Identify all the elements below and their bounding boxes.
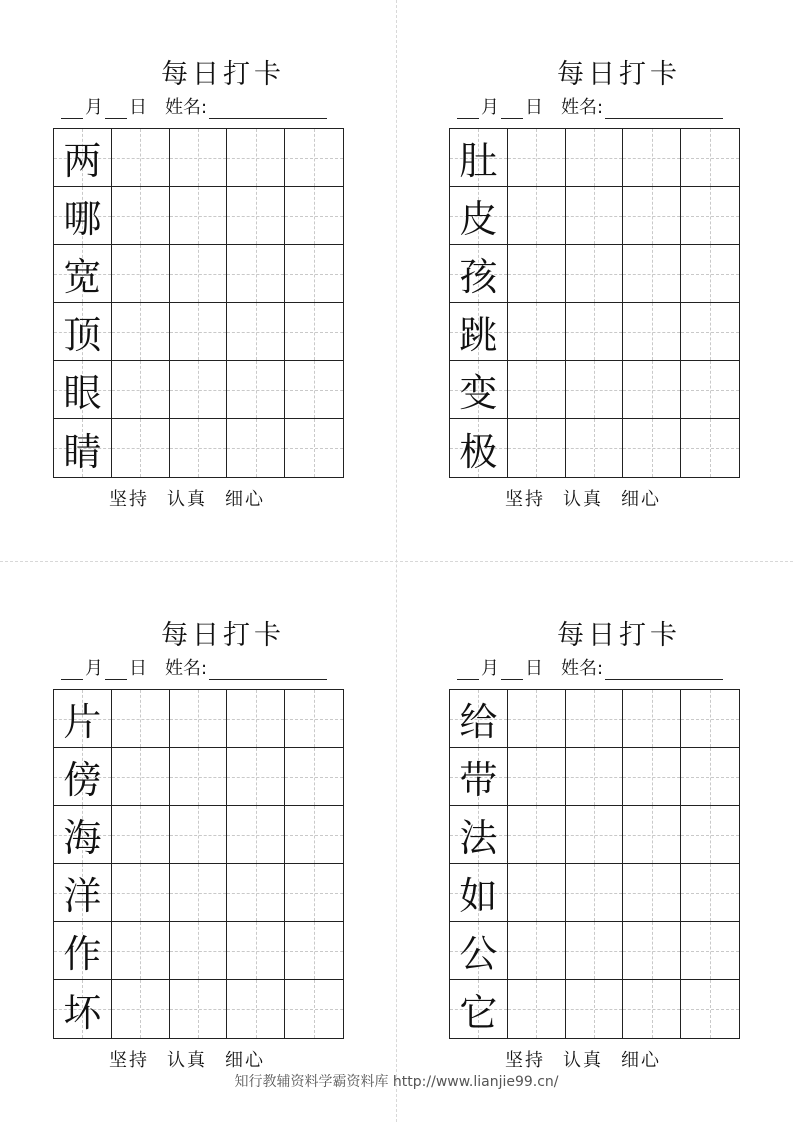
practice-cell[interactable]: [508, 806, 566, 864]
model-character: 海: [63, 816, 102, 860]
practice-cell[interactable]: [681, 864, 739, 922]
practice-cell[interactable]: [508, 748, 566, 806]
practice-cell[interactable]: [508, 980, 566, 1038]
model-character: 肚: [459, 139, 498, 183]
practice-cell[interactable]: [681, 303, 739, 361]
model-character-cell: [450, 419, 508, 477]
model-character: 变: [459, 371, 498, 415]
practice-cell[interactable]: [623, 303, 681, 361]
model-character-cell: [450, 980, 508, 1038]
model-character: 跳: [459, 313, 498, 357]
date-name-line: [457, 656, 749, 680]
practice-cell[interactable]: [285, 922, 343, 980]
practice-cell[interactable]: [170, 245, 228, 303]
day-label: 日: [525, 658, 543, 679]
name-label: 姓名:: [561, 97, 604, 118]
name-blank[interactable]: [209, 100, 327, 119]
practice-cell[interactable]: [112, 361, 170, 419]
practice-cell[interactable]: [170, 187, 228, 245]
practice-cell[interactable]: [170, 361, 228, 419]
practice-cell[interactable]: [112, 864, 170, 922]
motto-word: 坚持: [109, 489, 149, 510]
motto-line: [109, 1046, 265, 1072]
practice-cell[interactable]: [623, 245, 681, 303]
practice-cell[interactable]: [566, 980, 624, 1038]
month-label: 月: [481, 658, 499, 679]
practice-cell[interactable]: [566, 245, 624, 303]
date-name-line: [61, 95, 353, 119]
motto-word: 细心: [225, 489, 265, 510]
practice-cell[interactable]: [623, 980, 681, 1038]
model-character-cell: [54, 806, 112, 864]
practice-cell[interactable]: [170, 864, 228, 922]
practice-cell[interactable]: [285, 245, 343, 303]
month-blank[interactable]: [457, 661, 479, 680]
practice-cell[interactable]: [285, 748, 343, 806]
month-blank[interactable]: [457, 100, 479, 119]
motto-word: 细心: [621, 489, 661, 510]
practice-cell[interactable]: [112, 690, 170, 748]
model-character-cell: [54, 748, 112, 806]
practice-cell[interactable]: [227, 806, 285, 864]
practice-cell[interactable]: [681, 187, 739, 245]
model-character-cell: [450, 129, 508, 187]
model-character-cell: [54, 187, 112, 245]
practice-cell[interactable]: [227, 187, 285, 245]
month-label: 月: [481, 97, 499, 118]
model-character: 公: [459, 932, 498, 976]
practice-cell[interactable]: [623, 806, 681, 864]
motto-word: 认真: [167, 1050, 207, 1071]
month-blank[interactable]: [61, 661, 83, 680]
motto-word: 细心: [621, 1050, 661, 1071]
practice-cell[interactable]: [170, 419, 228, 477]
motto-word: 认真: [167, 489, 207, 510]
model-character-cell: [54, 419, 112, 477]
writing-grid: [449, 689, 740, 1039]
practice-cell[interactable]: [623, 419, 681, 477]
model-character: 孩: [459, 255, 498, 299]
practice-cell[interactable]: [285, 361, 343, 419]
practice-cell[interactable]: [508, 419, 566, 477]
practice-cell[interactable]: [285, 187, 343, 245]
writing-grid: [53, 689, 344, 1039]
model-character-cell: [54, 864, 112, 922]
name-blank[interactable]: [605, 661, 723, 680]
practice-cell[interactable]: [623, 922, 681, 980]
practice-cell[interactable]: [681, 245, 739, 303]
practice-cell[interactable]: [112, 806, 170, 864]
day-blank[interactable]: [105, 100, 127, 119]
practice-cell[interactable]: [681, 748, 739, 806]
practice-cell[interactable]: [566, 806, 624, 864]
model-character-cell: [54, 922, 112, 980]
practice-cell[interactable]: [681, 129, 739, 187]
motto-word: 认真: [563, 1050, 603, 1071]
model-character-cell: [450, 303, 508, 361]
model-character-cell: [450, 361, 508, 419]
practice-cell[interactable]: [112, 922, 170, 980]
practice-cell[interactable]: [681, 361, 739, 419]
practice-cell[interactable]: [227, 419, 285, 477]
model-character: 片: [63, 700, 102, 744]
practice-cell[interactable]: [227, 129, 285, 187]
practice-cell[interactable]: [170, 303, 228, 361]
practice-cell[interactable]: [285, 419, 343, 477]
day-blank[interactable]: [501, 661, 523, 680]
model-character: 极: [459, 429, 498, 474]
practice-cell[interactable]: [623, 864, 681, 922]
month-label: 月: [85, 97, 103, 118]
model-character: 如: [459, 874, 498, 918]
model-character-cell: [450, 187, 508, 245]
practice-cell[interactable]: [566, 690, 624, 748]
model-character-cell: [450, 245, 508, 303]
practice-cell[interactable]: [508, 303, 566, 361]
card-title: 每日打卡: [557, 59, 681, 90]
model-character-cell: [450, 690, 508, 748]
practice-cell[interactable]: [566, 187, 624, 245]
practice-cell[interactable]: [566, 922, 624, 980]
name-blank[interactable]: [209, 661, 327, 680]
practice-cell[interactable]: [170, 748, 228, 806]
practice-card-1: [53, 0, 393, 510]
motto-word: 细心: [225, 1050, 265, 1071]
card-title: 每日打卡: [557, 620, 681, 651]
name-label: 姓名:: [165, 658, 208, 679]
model-character: 洋: [63, 874, 102, 918]
model-character-cell: [54, 690, 112, 748]
practice-cell[interactable]: [170, 806, 228, 864]
practice-cell[interactable]: [112, 748, 170, 806]
model-character: 顶: [63, 313, 102, 357]
model-character-cell: [54, 245, 112, 303]
practice-cell[interactable]: [566, 303, 624, 361]
model-character: 皮: [459, 197, 498, 241]
practice-cell[interactable]: [227, 864, 285, 922]
practice-cell[interactable]: [170, 690, 228, 748]
model-character: 坏: [63, 990, 102, 1035]
month-label: 月: [85, 658, 103, 679]
practice-cell[interactable]: [112, 187, 170, 245]
day-blank[interactable]: [105, 661, 127, 680]
model-character-cell: [54, 129, 112, 187]
practice-cell[interactable]: [623, 748, 681, 806]
card-title: 每日打卡: [161, 620, 285, 651]
practice-card-3: [53, 561, 393, 1071]
practice-card-4: [449, 561, 789, 1071]
model-character-cell: [450, 922, 508, 980]
practice-cell[interactable]: [112, 245, 170, 303]
model-character: 睛: [63, 429, 102, 474]
practice-cell[interactable]: [170, 922, 228, 980]
name-label: 姓名:: [165, 97, 208, 118]
model-character: 宽: [63, 255, 102, 299]
motto-line: [109, 485, 265, 511]
motto-word: 坚持: [505, 1050, 545, 1071]
practice-cell[interactable]: [623, 690, 681, 748]
model-character: 给: [459, 700, 498, 744]
practice-cell[interactable]: [508, 187, 566, 245]
motto-line: [505, 485, 661, 511]
practice-cell[interactable]: [623, 361, 681, 419]
date-name-line: [61, 656, 353, 680]
card-title: 每日打卡: [161, 59, 285, 90]
model-character-cell: [450, 864, 508, 922]
day-label: 日: [129, 97, 147, 118]
model-character: 带: [459, 758, 498, 802]
footer-watermark: 知行教辅资料学霸资料库 http://www.lianjie99.cn/: [234, 1074, 559, 1090]
practice-cell[interactable]: [508, 129, 566, 187]
practice-cell[interactable]: [285, 129, 343, 187]
practice-cell[interactable]: [227, 303, 285, 361]
practice-cell[interactable]: [566, 129, 624, 187]
practice-cell[interactable]: [681, 806, 739, 864]
practice-cell[interactable]: [623, 187, 681, 245]
day-blank[interactable]: [501, 100, 523, 119]
practice-cell[interactable]: [566, 419, 624, 477]
practice-cell[interactable]: [681, 690, 739, 748]
model-character: 法: [459, 816, 498, 860]
practice-cell[interactable]: [227, 748, 285, 806]
motto-word: 认真: [563, 489, 603, 510]
practice-cell[interactable]: [227, 361, 285, 419]
practice-card-2: [449, 0, 789, 510]
model-character: 两: [63, 139, 102, 183]
model-character-cell: [54, 303, 112, 361]
practice-cell[interactable]: [508, 864, 566, 922]
model-character-cell: [54, 980, 112, 1038]
practice-cell[interactable]: [508, 245, 566, 303]
model-character: 眼: [63, 371, 102, 415]
writing-grid: [449, 128, 740, 478]
practice-cell[interactable]: [227, 245, 285, 303]
model-character: 作: [63, 932, 102, 976]
motto-line: [505, 1046, 661, 1072]
practice-cell[interactable]: [112, 419, 170, 477]
name-label: 姓名:: [561, 658, 604, 679]
practice-cell[interactable]: [566, 748, 624, 806]
practice-cell[interactable]: [170, 980, 228, 1038]
practice-cell[interactable]: [508, 922, 566, 980]
model-character-cell: [450, 806, 508, 864]
name-blank[interactable]: [605, 100, 723, 119]
practice-cell[interactable]: [681, 419, 739, 477]
model-character: 它: [459, 990, 498, 1035]
practice-cell[interactable]: [681, 980, 739, 1038]
model-character-cell: [54, 361, 112, 419]
practice-cell[interactable]: [112, 303, 170, 361]
model-character: 傍: [63, 758, 102, 802]
day-label: 日: [129, 658, 147, 679]
practice-cell[interactable]: [112, 980, 170, 1038]
model-character-cell: [450, 748, 508, 806]
date-name-line: [457, 95, 749, 119]
practice-cell[interactable]: [285, 806, 343, 864]
writing-grid: [53, 128, 344, 478]
practice-cell[interactable]: [623, 129, 681, 187]
model-character: 哪: [63, 197, 102, 241]
day-label: 日: [525, 97, 543, 118]
motto-word: 坚持: [109, 1050, 149, 1071]
practice-cell[interactable]: [508, 361, 566, 419]
practice-cell[interactable]: [681, 922, 739, 980]
motto-word: 坚持: [505, 489, 545, 510]
practice-cell[interactable]: [566, 864, 624, 922]
practice-cell[interactable]: [285, 864, 343, 922]
month-blank[interactable]: [61, 100, 83, 119]
practice-cell[interactable]: [170, 129, 228, 187]
practice-cell[interactable]: [227, 980, 285, 1038]
practice-cell[interactable]: [566, 361, 624, 419]
practice-cell[interactable]: [112, 129, 170, 187]
practice-cell[interactable]: [285, 690, 343, 748]
practice-cell[interactable]: [508, 690, 566, 748]
practice-cell[interactable]: [285, 303, 343, 361]
practice-cell[interactable]: [227, 690, 285, 748]
practice-cell[interactable]: [285, 980, 343, 1038]
practice-cell[interactable]: [227, 922, 285, 980]
